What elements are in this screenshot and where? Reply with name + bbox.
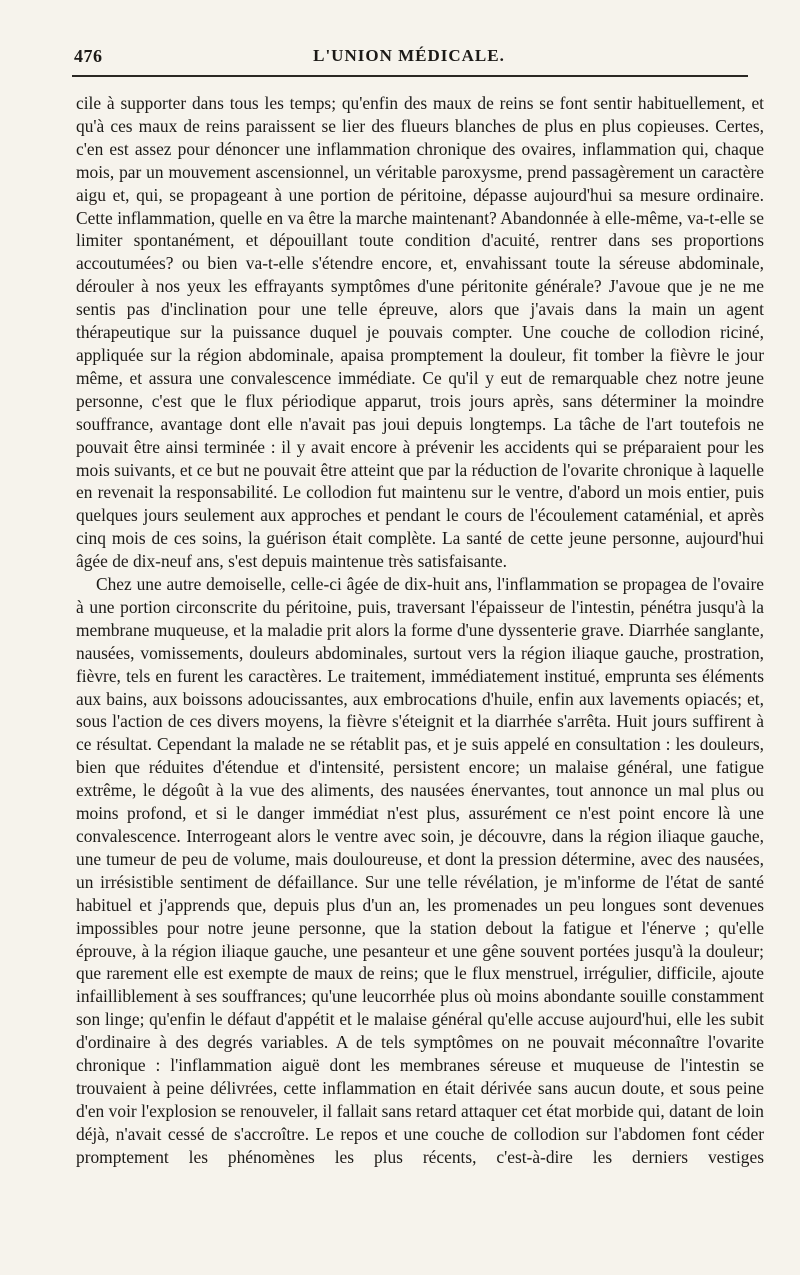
page-number: 476 bbox=[74, 46, 103, 66]
running-title: L'UNION MÉDICALE. bbox=[313, 46, 505, 65]
paragraph-second-case: Chez une autre demoiselle, celle-ci âgée de dix-huit ans, l'inflammation se propagea de l'ovaire à une portion circonscrite du péritoine, puis, traversant l'épaisseur de l'intestin, pénétra jusqu'à la membrane muqueuse, et la maladie prit alors la forme d'une dyssenterie grave. Diarrhée sanglante, nausées, vomissements, douleurs abdominales, surtout vers la région iliaque gauche, prostration, fièvre, tels en furent les caractères. Le traitement, immédiatement institué, emprunta ses éléments aux bains, aux boissons adoucissantes, aux embrocations d'huile, enfin aux lavements opiacés; et, sous l'action de ces divers moyens, la fièvre s'éteignit et la diarrhée s'arrêta. Huit jours suffirent à ce résultat. Cependant la malade ne se rétablit pas, et je suis appelé en consultation : les douleurs, bien que réduites d'étendue et d'intensité, persistent encore; un malaise général, une fatigue extrême, le dégoût à la vue des aliments, des nausées énervantes, tout annonce un mal plus ou moins profond, et si le danger immédiat n'est plus, assurément ce n'est point encore là une convalescence. Interrogeant alors le ventre avec soin, je découvre, dans la région iliaque gauche, une tumeur de peu de volume, mais douloureuse, et dont la pression détermine, avec des nausées, un irrésistible sentiment de défaillance. Sur une telle révélation, je m'informe de l'état de santé habituel et j'apprends que, depuis plus d'un an, les promenades un peu longues sont devenues impossibles pour notre jeune personne, que la station debout la fatigue et l'énerve ; qu'elle éprouve, à la région iliaque gauche, une pesanteur et une gêne souvent portées jusqu'à la douleur; que rarement elle est exempte de maux de reins; que le flux menstruel, irrégulier, difficile, ajoute infailliblement à ses souffrances; qu'une leucorrhée plus où moins abondante souille constamment son linge; qu'enfin le défaut d'appétit et le malaise général qu'elle accuse aujourd'hui, elle les subit d'ordinaire à des degrés variables. A de tels symptômes on ne pouvait méconnaître l'ovarite chronique : l'inflammation aiguë dont les membranes séreuse et muqueuse de l'intestin se trouvaient à peine délivrées, cette inflammation en était dérivée sans aucun doute, et sous peine d'en voir l'explosion se renouveler, il fallait sans retard attaquer cet état morbide qui, datant de loin déjà, n'avait cessé de s'accroître. Le repos et une couche de collodion sur l'abdomen font céder promptement les phénomènes les plus récents, c'est-à-dire les derniers vestiges bbox=[76, 574, 764, 1167]
article-body bbox=[76, 92, 764, 1169]
page-header bbox=[60, 40, 758, 70]
paragraph-continued: cile à supporter dans tous les temps; qu'enfin des maux de reins se font sentir habituellement, et qu'à ces maux de reins paraissent se lier des flueurs blanches de plus en plus copieuses. Certes, c'en est assez pour dénoncer une inflammation chronique des ovaires, inflammation qui, chaque mois, par un mouvement ascensionnel, un véritable paroxysme, prend passagèrement un caractère aigu et, qui, se propageant à une portion de péritoine, dépasse aujourd'hui sa mesure ordinaire. Cette inflammation, quelle en va être la marche maintenant? Abandonnée à elle-même, va-t-elle se limiter spontanément, et dépouillant toute condition d'acuité, rentrer dans ses proportions accoutumées? ou bien va-t-elle s'étendre encore, et, envahissant toute la séreuse abdominale, dérouler à nos yeux les effrayants symptômes d'une péritonite générale? J'avoue que je ne me sentis pas d'inclination pour une telle épreuve, alors que j'avais dans la main un agent thérapeutique sur la puissance duquel je pouvais compter. Une couche de collodion riciné, appliquée sur la région abdominale, apaisa promptement la douleur, fit tomber la fièvre le jour même, et assura une convalescence immédiate. Ce qu'il y eut de remarquable chez notre jeune personne, c'est que le flux périodique apparut, trois jours après, sans déterminer la moindre souffrance, avantage dont elle n'avait pas joui depuis longtemps. La tâche de l'art toutefois ne pouvait être ainsi terminée : il y avait encore à prévenir les accidents qui se préparaient pour les mois suivants, et ce but ne pouvait être atteint que par la réduction de l'ovarite chronique à laquelle en revenait la responsabilité. Le collodion fut maintenu sur le ventre, d'abord un mois entier, puis quelques jours seulement aux approches et pendant le cours de l'écoulement cataménial, et après cinq mois de ces soins, la guérison était complète. La santé de cette jeune personne, aujourd'hui âgée de dix-neuf ans, s'est depuis maintenue très satisfaisante. bbox=[76, 93, 764, 572]
header-rule bbox=[72, 75, 748, 77]
